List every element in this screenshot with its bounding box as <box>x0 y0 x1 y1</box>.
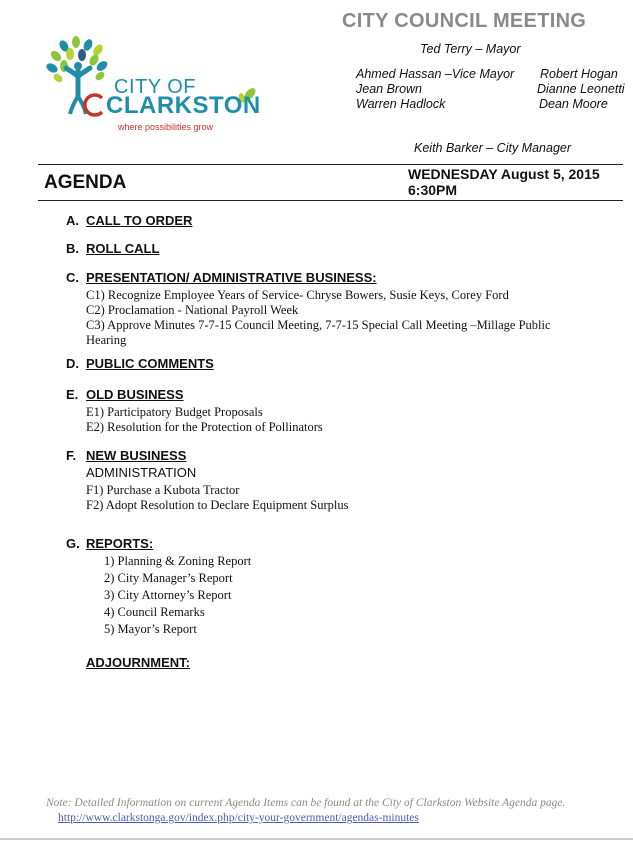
meeting-date <box>408 166 600 198</box>
agenda-divider <box>38 200 623 201</box>
section-letter: A. <box>66 213 79 228</box>
header-divider <box>38 164 623 165</box>
section-title: NEW BUSINESS <box>86 448 187 463</box>
agenda-item: F1) Purchase a Kubota Tractor <box>86 483 240 497</box>
council-member: Dianne Leonetti <box>537 82 625 96</box>
agenda-item: E1) Participatory Budget Proposals <box>86 405 263 419</box>
section-letter: B. <box>66 241 79 256</box>
report-item: 1) Planning & Zoning Report <box>104 554 252 568</box>
logo-line2: CLARKSTON <box>106 92 261 119</box>
report-item: 4) Council Remarks <box>104 605 205 619</box>
section-letter: F. <box>66 448 77 463</box>
section-title: OLD BUSINESS <box>86 387 184 402</box>
meeting-date-line: WEDNESDAY August 5, 2015 <box>408 166 600 182</box>
council-member: Robert Hogan <box>540 67 618 81</box>
logo-tagline: where possibilities grow <box>118 122 214 132</box>
footer-note-text: Note: Detailed Information on current Agenda Items can be found at the City of Clarkston Website Agenda page. <box>46 797 566 809</box>
section-title: CALL TO ORDER <box>86 213 193 228</box>
agenda-item: C3) Approve Minutes 7-7-15 Council Meeting, 7-7-15 Special Call Meeting –Millage Public <box>86 318 551 332</box>
agenda-item-continued: Hearing <box>86 333 127 347</box>
adjournment-heading: ADJOURNMENT: <box>86 655 190 670</box>
council-member: Warren Hadlock <box>356 97 446 111</box>
council-member: Ahmed Hassan –Vice Mayor <box>356 67 515 81</box>
section-letter: D. <box>66 356 79 371</box>
section-title: ROLL CALL <box>86 241 160 256</box>
section-letter: C. <box>66 270 79 285</box>
report-item: 5) Mayor’s Report <box>104 622 197 636</box>
meeting-time-line: 6:30PM <box>408 182 458 198</box>
logo-line1: CITY OF <box>114 76 197 98</box>
agenda-item: C2) Proclamation - National Payroll Week <box>86 303 299 317</box>
agenda-item: C1) Recognize Employee Years of Service- Chryse Bowers, Susie Keys, Corey Ford <box>86 288 509 302</box>
report-item: 3) City Attorney’s Report <box>104 588 232 602</box>
footer-note <box>46 796 616 826</box>
agenda-heading: AGENDA <box>44 172 127 193</box>
agenda-item: F2) Adopt Resolution to Declare Equipment Surplus <box>86 498 349 512</box>
section-title: REPORTS: <box>86 536 154 551</box>
agenda-minutes-link[interactable]: http://www.clarkstonga.gov/index.php/city-your-government/agendas-minutes <box>58 812 419 824</box>
city-manager: Keith Barker – City Manager <box>414 141 572 155</box>
council-member: Jean Brown <box>356 82 423 96</box>
city-logo <box>44 36 264 136</box>
section-letter: G. <box>66 536 80 551</box>
meeting-title: CITY COUNCIL MEETING <box>342 10 587 32</box>
section-letter: E. <box>66 387 79 402</box>
section-title: PUBLIC COMMENTS <box>86 356 214 371</box>
subsection-heading: ADMINISTRATION <box>86 465 197 480</box>
page-bottom-border <box>0 838 633 840</box>
mayor-name: Ted Terry – Mayor <box>420 42 521 56</box>
agenda-item: E2) Resolution for the Protection of Pollinators <box>86 420 323 434</box>
section-title: PRESENTATION/ ADMINISTRATIVE BUSINESS: <box>86 270 377 285</box>
council-member: Dean Moore <box>539 97 608 111</box>
report-item: 2) City Manager’s Report <box>104 571 233 585</box>
